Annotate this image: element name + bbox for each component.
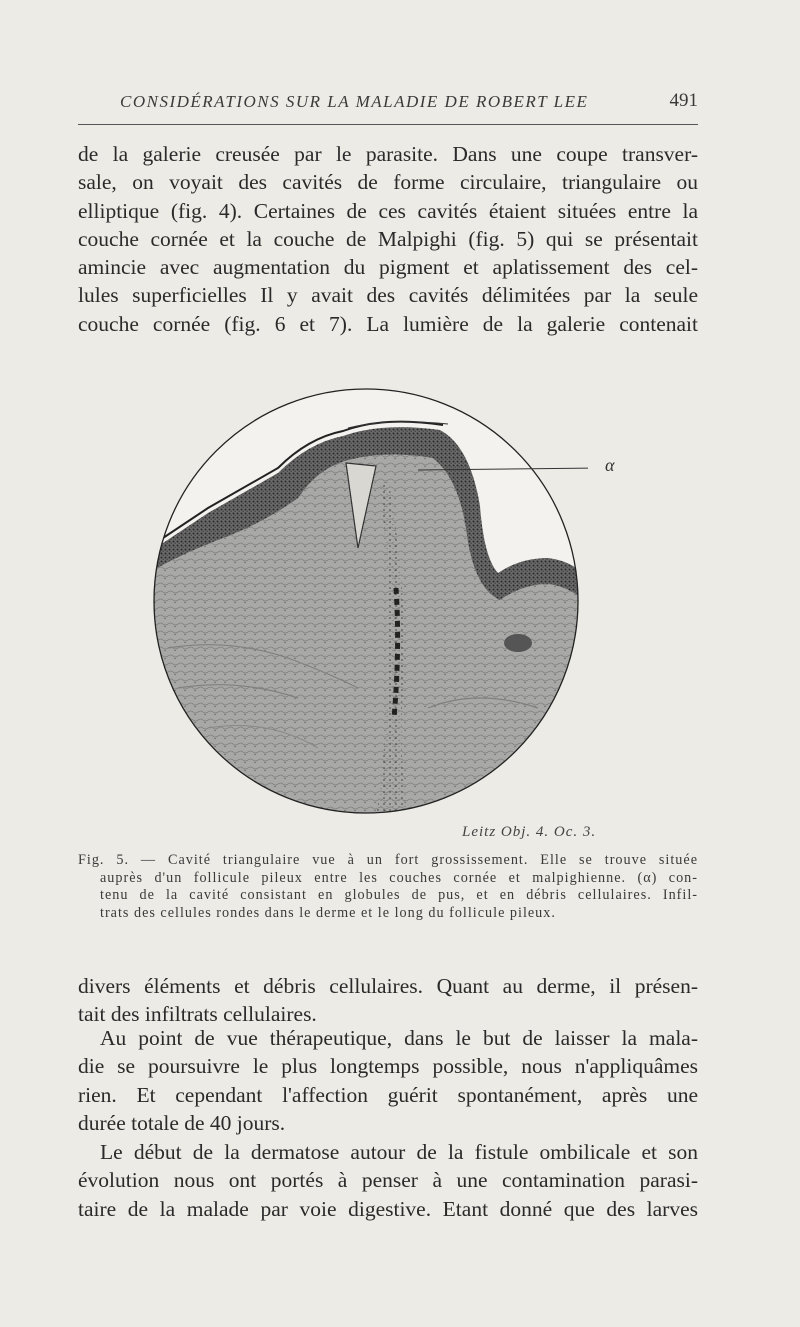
text-line: Le début de la dermatose autour de la fistule ombilicale et son [100, 1140, 698, 1164]
micrograph-illustration [148, 388, 588, 818]
text-line: lules superficielles Il y avait des cavités délimitées par la seule [78, 283, 698, 308]
text-line: taire de la malade par voie digestive. Etant donné que des larves [78, 1196, 698, 1221]
caption-line: trats des cellules rondes dans le derme et le long du follicule pileux. [100, 904, 556, 921]
running-title: CONSIDÉRATIONS SUR LA MALADIE DE ROBERT LEE [120, 92, 589, 111]
caption-line: Fig. 5. — Cavité triangulaire vue à un fort grossissement. Elle se trouve située [78, 852, 698, 868]
text-line: couche cornée et la couche de Malpighi (fig. 5) qui se présentait [78, 226, 698, 251]
header-rule [78, 124, 698, 125]
paragraph-3 [78, 1138, 698, 1223]
caption-line: auprès d'un follicule pileux entre les couches cornée et malpighienne. (α) con- [100, 869, 698, 886]
text-line: durée totale de 40 jours. [78, 1110, 286, 1135]
text-line: Au point de vue thérapeutique, dans le but de laisser la mala- [100, 1026, 698, 1050]
alpha-label: α [605, 455, 615, 475]
figure-caption [78, 852, 698, 922]
page-number: 491 [669, 90, 698, 111]
text-line: elliptique (fig. 4). Certaines de ces cavités étaient situées entre la [78, 198, 698, 223]
figure-credit: Leitz Obj. 4. Oc. 3. [462, 824, 597, 840]
caption-line: tenu de la cavité consistant en globules de pus, et en débris cellulaires. Infil- [100, 887, 698, 904]
text-line: tait des infiltrats cellulaires. [78, 1002, 317, 1027]
paragraph-2 [78, 1024, 698, 1137]
paragraph-1 [78, 972, 698, 1029]
cell-infiltrate [504, 634, 532, 652]
text-line: évolution nous ont portés à penser à une contamination parasi- [78, 1168, 698, 1193]
top-paragraph [78, 140, 698, 338]
text-line: amincie avec augmentation du pigment et aplatissement des cel- [78, 255, 698, 280]
micrograph-figure [148, 388, 588, 818]
text-line: die se poursuivre le plus longtemps possible, nous n'appliquâmes [78, 1054, 698, 1079]
text-line: couche cornée (fig. 6 et 7). La lumière de la galerie contenait [78, 311, 698, 336]
text-line: de la galerie creusée par le parasite. Dans une coupe transver- [78, 142, 698, 166]
text-line: divers éléments et débris cellulaires. Quant au derme, il présen- [78, 974, 698, 998]
text-line: rien. Et cependant l'affection guérit spontanément, après une [78, 1082, 698, 1107]
text-line: sale, on voyait des cavités de forme circulaire, triangulaire ou [78, 170, 698, 195]
